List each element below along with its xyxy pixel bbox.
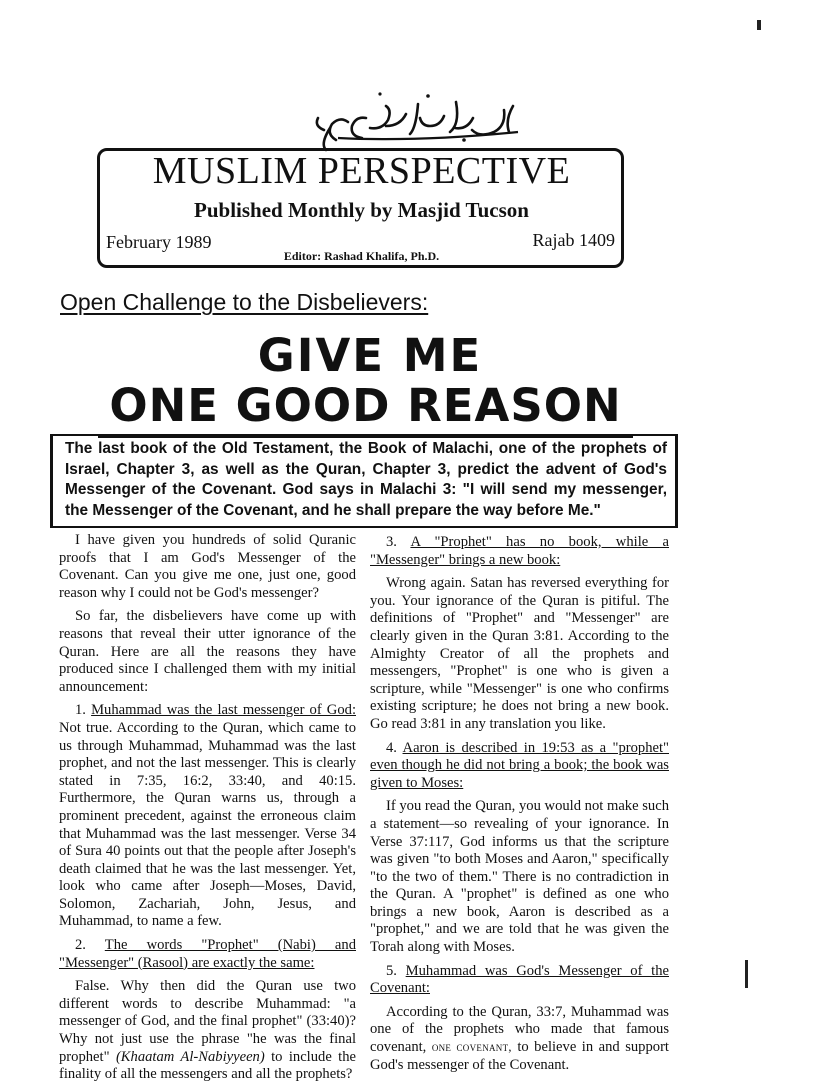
- editor-line: Editor: Rashad Khalifa, Ph.D.: [283, 249, 440, 263]
- intro-text: The last book of the Old Testament, the Book of Malachi, one of the prophets of Israel, Chapter 3, as well as the Quran, Chapter 3, predict the advent of God's Messenger of the Covenant. God says in Malachi 3: "I will send my messenger, the Messenger of the Covenant, and he shall prepare the way before Me.": [65, 440, 667, 519]
- bismillah-calligraphy: [268, 88, 568, 152]
- reason-body: to include the finality of all the messengers and all the prophets?: [59, 1048, 357, 1083]
- scan-artifact-mark: [757, 20, 761, 30]
- reason-title: The words "Prophet" (Nabi) and "Messenger" (Rasool) are exactly the same:: [59, 937, 356, 971]
- reason-title: Aaron is described in 19:53 as a "prophet" even though he did not bring a book; the book was given to Moses:: [370, 739, 669, 791]
- reason-number: 2.: [75, 937, 86, 954]
- reason-title: Muhammad was the last messenger of God:: [91, 702, 356, 719]
- reason-3: [370, 534, 669, 569]
- publication-title: MUSLIM PERSPECTIVE: [152, 150, 571, 192]
- reason-body: If you read the Quran, you would not make such a statement—so revealing of your ignorance. In Verse 37:117, God informs us that the scripture was given "to both Moses and Aaron," specifically "to the two of them." There is no contradiction in the Quran. A "prophet" is defined as one who brings a new book, Aaron is described as a "prophet," and we are told that he was given the Torah along with Moses.: [370, 798, 669, 956]
- reason-body: to believe in and support God's messenger of the Covenant.: [370, 1039, 669, 1073]
- reason-5-body: [370, 1004, 669, 1074]
- paragraph: So far, the disbelievers have come up with reasons that reveal their utter ignorance of the Quran. Here are all the reasons they have produced since I challenged them with my initial announcement:: [59, 608, 356, 695]
- issue-hijri-date: Rajab 1409: [532, 230, 615, 250]
- reason-number: 1.: [75, 702, 86, 719]
- reason-number: 4.: [386, 739, 397, 756]
- reason-body-smallcaps: one covenant,: [431, 1040, 512, 1055]
- publication-subtitle: Published Monthly by Masjid Tucson: [194, 198, 529, 222]
- paragraph: I have given you hundreds of solid Quranic proofs that I am God's Messenger of the Covenant. Can you give me one, just one, good reason why I could not be God's messenger?: [59, 532, 356, 601]
- headline-line-2: ONE GOOD REASON: [98, 380, 633, 438]
- scan-artifact-mark: [745, 960, 748, 988]
- reason-body: False. Why then did the Quran use two different words to describe Muhammad: "a messenger of God, and the final prophet" (33:40)? Why not just use the phrase "he was the final prophet": [59, 978, 356, 1065]
- reason-title: Muhammad was God's Messenger of the Covenant:: [370, 962, 669, 997]
- reason-number: 5.: [386, 962, 397, 979]
- intro-box: [50, 434, 678, 528]
- reason-4: [370, 740, 669, 793]
- headline-line-1: GIVE ME: [257, 329, 483, 382]
- reason-body: According to the Quran, 33:7, Muhammad was one of the prophets who made that famous covenant,: [370, 1003, 669, 1056]
- reason-body: Wrong again. Satan has reversed everything for you. Your ignorance of the Quran is pitiful. The definitions of "Prophet" and "Messenger" are clearly given in the Quran 3:81. According to the Almighty Creator of all the prophets and messengers, "Prophet" is one who is given a scripture, while "Messenger" is one who confirms existing scripture; he does not bring a new book. Go read 3:81 in any translation you like.: [370, 575, 669, 732]
- challenge-heading: Open Challenge to the Disbelievers:: [60, 289, 429, 315]
- reason-number: 3.: [386, 534, 397, 550]
- reason-2: [59, 937, 356, 972]
- reason-body: Not true. According to the Quran, which came to us through Muhammad, Muhammad was the last prophet, and not the last messenger. This is clearly stated in 7:35, 16:2, 33:40, and 40:15. Furthermore, the Quran warns us, through a prominent precedent, against the erroneous claim that Muhammad was the last messenger. Verse 34 of Sura 40 points out that the people after Joseph's death claimed that he was the last messenger. Yet, look who came after Joseph—Moses, David, Solomon, Zachariah, John, Jesus, and Muhammad, to name a few.: [59, 719, 356, 930]
- right-column: [370, 534, 669, 1080]
- reason-5: [370, 963, 669, 998]
- reason-2-body: [59, 978, 356, 1084]
- reason-1: [59, 702, 356, 931]
- reason-title: A "Prophet" has no book, while a "Messenger" brings a new book:: [370, 534, 669, 568]
- issue-date: February 1989: [106, 232, 212, 252]
- reason-body-italic: (Khaatam Al-Nabiyyeen): [115, 1048, 265, 1065]
- left-column: [59, 532, 356, 1090]
